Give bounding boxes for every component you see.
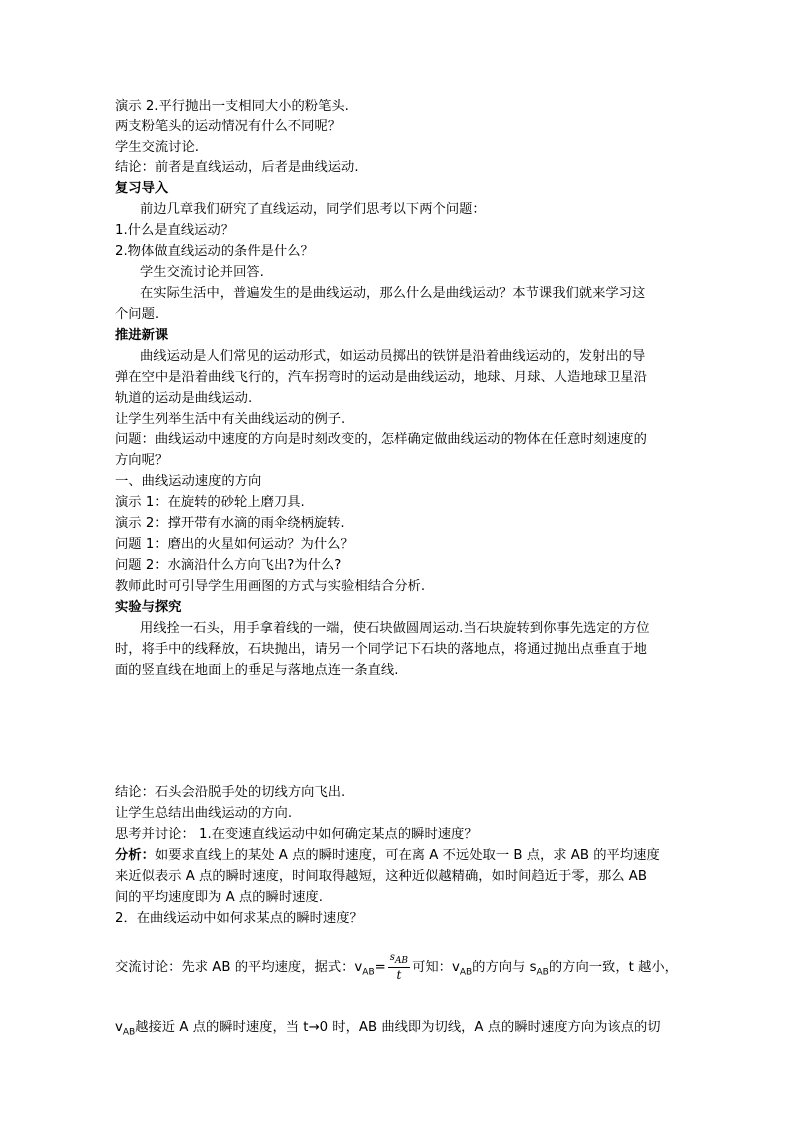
text-line: 思考并讨论： 1.在变速直线运动中如何确定某点的瞬时速度？ bbox=[115, 827, 478, 842]
text-line: 曲线运动是人们常见的运动形式，如运动员掷出的铁饼是沿着曲线运动的，发射出的导 bbox=[140, 349, 646, 364]
text-line: 2．在曲线运动中如何求某点的瞬时速度？ bbox=[115, 911, 363, 926]
text-line: 两支粉笔头的运动情况有什么不同呢？ bbox=[115, 119, 342, 134]
text-line: 间的平均速度即为 A 点的瞬时速度. bbox=[115, 890, 323, 905]
text-line: 弹在空中是沿着曲线飞行的，汽车拐弯时的运动是曲线运动，地球、月球、人造地球卫星沿 bbox=[115, 370, 647, 385]
text-line: 问题 2：水滴沿什么方向飞出?为什么? bbox=[115, 558, 342, 573]
text-line: 问题：曲线运动中速度的方向是时刻改变的，怎样确定做曲线运动的物体在任意时刻速度的 bbox=[115, 432, 647, 447]
analysis-label: 分析： bbox=[115, 848, 155, 863]
text-line: 演示 2.平行抛出一支相同大小的粉笔头. bbox=[115, 99, 349, 114]
text-line: 个问题. bbox=[115, 307, 160, 322]
section-heading: 实验与探究 bbox=[115, 600, 182, 615]
text-line: 结论：石头会沿脱手处的切线方向飞出. bbox=[115, 785, 346, 800]
text-line: 轨道的运动是曲线运动. bbox=[115, 391, 253, 406]
text-line: 用线拴一石头，用手拿着线的一端，使石块做圆周运动.当石块旋转到你事先选定的方位 bbox=[140, 621, 650, 636]
text-line: 在实际生活中，普遍发生的是曲线运动，那么什么是曲线运动？本节课我们就来学习这 bbox=[140, 286, 646, 301]
text-line: 面的竖直线在地面上的垂足与落地点连一条直线. bbox=[115, 663, 399, 678]
text-line: 学生交流讨论. bbox=[115, 140, 200, 155]
text-line: 让学生列举生活中有关曲线运动的例子. bbox=[115, 412, 346, 427]
text-line: 2.物体做直线运动的条件是什么？ bbox=[115, 244, 314, 259]
text-line: 前边几章我们研究了直线运动，同学们思考以下两个问题： bbox=[140, 202, 486, 217]
text-line: 问题 1：磨出的火星如何运动？为什么？ bbox=[115, 537, 354, 552]
text-line: 演示 2：撑开带有水滴的雨伞绕柄旋转. bbox=[115, 516, 345, 531]
text-line: 一、曲线运动速度的方向 bbox=[115, 474, 262, 489]
text-line: 时，将手中的线释放，石块抛出，请另一个同学记下石块的落地点，将通过抛出点垂直于地 bbox=[115, 642, 647, 657]
section-heading: 复习导入 bbox=[115, 181, 169, 196]
formula-line: 交流讨论：先求 AB 的平均速度，据式：$v_{AB}=$ $\frac{s_{AB}}{t}$ 可知：$v_{AB}$的方向与 $s_{AB}$的方向一致，t 越小， bbox=[115, 952, 678, 982]
text-line: 教师此时可引导学生用画图的方式与实验相结合分析. bbox=[115, 579, 426, 594]
text-line: $v_{AB}$越接近 A 点的瞬时速度，当 t→0 时，AB 曲线即为切线，A 点的瞬时速度方向为该点的切 bbox=[115, 1020, 661, 1038]
text-line: 学生交流讨论并回答. bbox=[140, 265, 264, 280]
section-heading: 推进新课 bbox=[115, 328, 169, 343]
text-line: 结论：前者是直线运动，后者是曲线运动. bbox=[115, 160, 359, 175]
fraction: $\frac{s_{AB}}{t}$ bbox=[389, 952, 409, 982]
text-line: 方向呢？ bbox=[115, 453, 169, 468]
analysis-text: 如要求直线上的某处 A 点的瞬时速度，可在离 A 不远处取一 B 点，求 AB 的平均速度 bbox=[154, 848, 660, 863]
text-line: 让学生总结出曲线运动的方向. bbox=[115, 806, 293, 821]
text-line: 来近似表示 A 点的瞬时速度，时间取得越短，这种近似越精确，如时间趋近于零，那么 AB bbox=[115, 869, 647, 884]
text-line bbox=[115, 846, 660, 865]
text-line: 演示 1：在旋转的砂轮上磨刀具. bbox=[115, 495, 305, 510]
text-line: 1.什么是直线运动？ bbox=[115, 223, 235, 238]
